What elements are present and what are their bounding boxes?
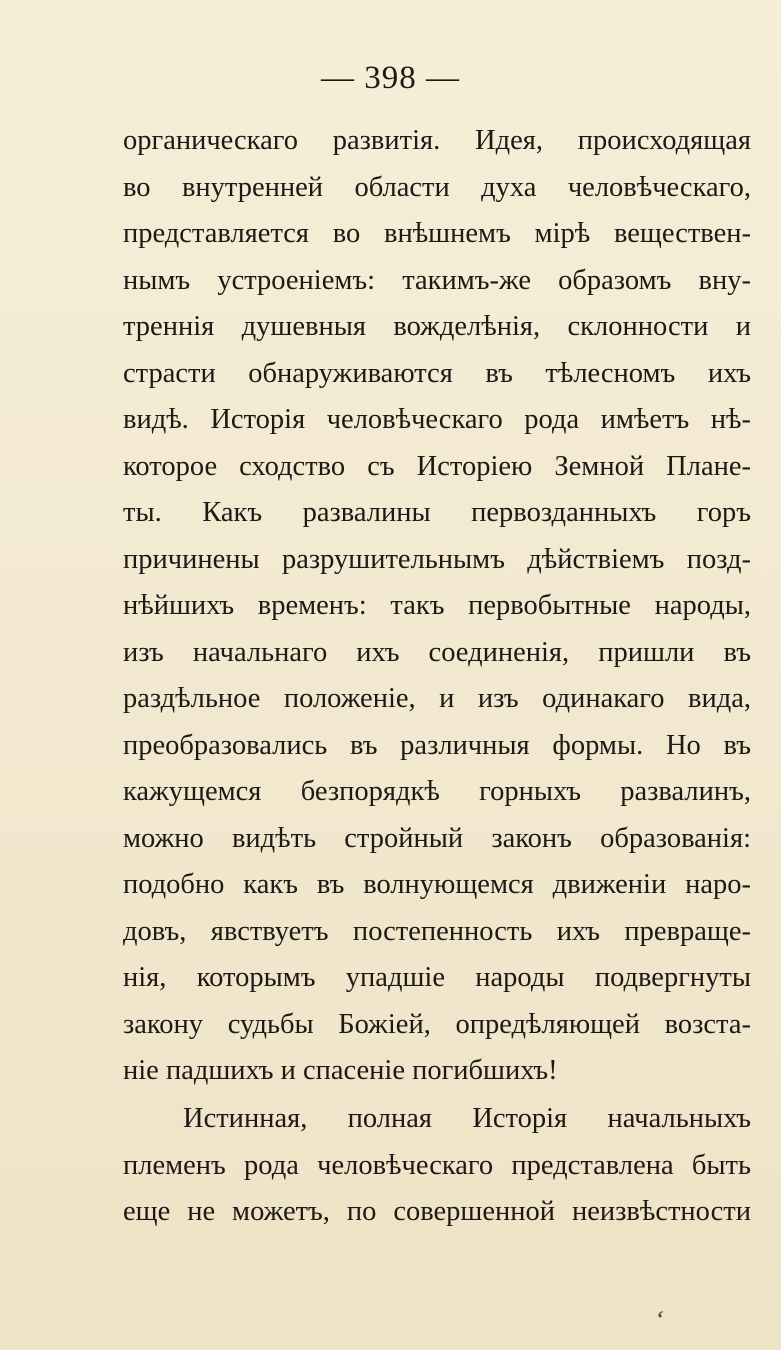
text-line: ніе падшихъ и спасеніе погибшихъ!: [123, 1055, 558, 1086]
text-line: которое сходство съ Исторіею Земной Плане-: [123, 450, 751, 482]
text-line: племенъ рода человѣческаго представлена быть: [123, 1149, 751, 1181]
text-line: представляется во внѣшнемъ мірѣ веществен-: [123, 218, 751, 249]
text-line: треннія душевныя вожделѣнія, склонности и: [123, 311, 751, 342]
text-line: органическаго развитія. Идея, происходящая: [123, 125, 751, 156]
text-line: ты. Какъ развалины первозданныхъ горъ: [123, 497, 751, 528]
text-line: во внутренней области духа человѣческаго,: [123, 171, 751, 203]
text-line-indented: Истинная, полная Исторія начальныхъ: [183, 1103, 751, 1134]
text-line: нѣйшихъ временъ: такъ первобытные народы,: [123, 590, 751, 621]
text-line: изъ начальнаго ихъ соединенія, пришли въ: [123, 636, 751, 668]
text-line: довъ, явствуетъ постепенность ихъ превраще-: [123, 915, 751, 947]
paragraph-2: [123, 1096, 751, 1236]
text-line: нія, которымъ упадшіе народы подвергнуты: [123, 962, 751, 993]
text-line: видѣ. Исторія человѣческаго рода имѣетъ нѣ-: [123, 404, 751, 435]
page-number: — 398 —: [321, 60, 460, 96]
text-line: причинены разрушительнымъ дѣйствіемъ позд-: [123, 543, 751, 575]
text-line: еще не можетъ, по совершенной неизвѣстности: [123, 1196, 751, 1227]
text-line: закону судьбы Божіей, опредѣляющей возста-: [123, 1008, 751, 1040]
text-line: раздѣльное положеніе, и изъ одинакаго вида,: [123, 683, 751, 714]
text-line: нымъ устроеніемъ: такимъ-же образомъ вну-: [123, 264, 751, 296]
text-line: можно видѣть стройный законъ образованія:: [123, 822, 751, 854]
paragraph-1: [123, 118, 751, 1095]
printing-speck: ʻ: [652, 1304, 667, 1335]
text-line: подобно какъ въ волнующемся движеніи наро-: [123, 869, 751, 900]
text-line: преобразовались въ различныя формы. Но въ: [123, 729, 751, 761]
text-line: страсти обнаруживаются въ тѣлесномъ ихъ: [123, 357, 751, 389]
text-line: кажущемся безпорядкѣ горныхъ развалинъ,: [123, 776, 751, 807]
